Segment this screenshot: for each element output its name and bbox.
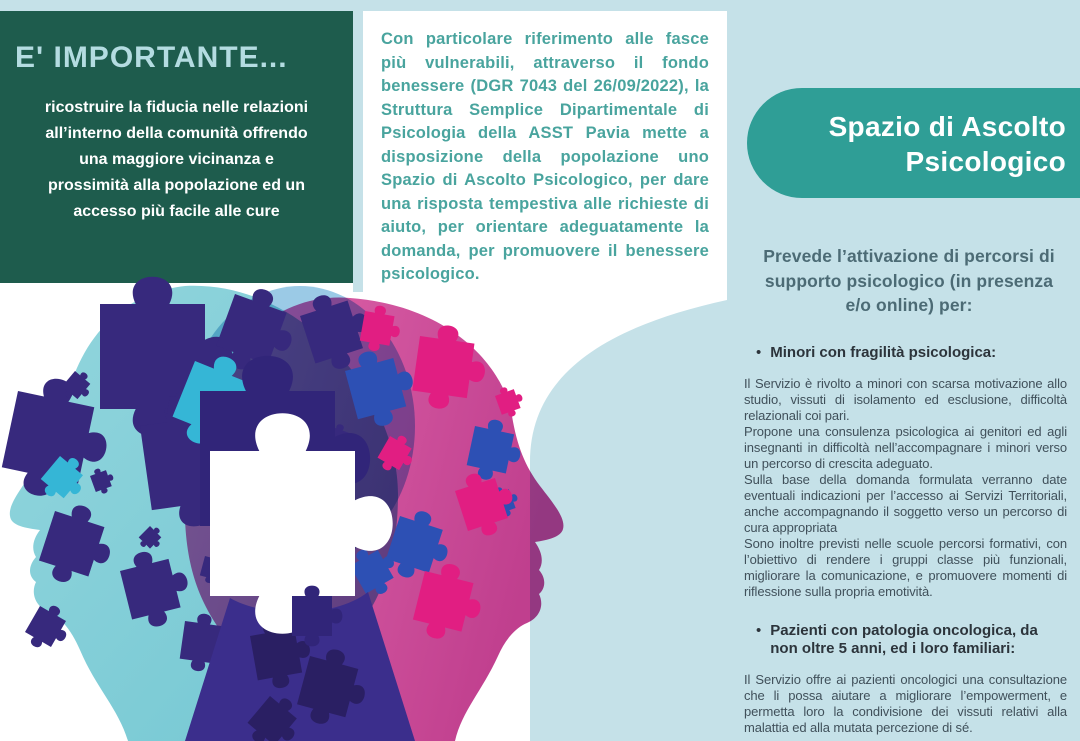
bullet-dot-icon: • bbox=[756, 344, 762, 361]
service-title-line1: Spazio di Ascolto bbox=[828, 111, 1066, 142]
service-title-line2: Psicologico bbox=[905, 146, 1066, 177]
important-box bbox=[0, 11, 353, 283]
service-sections bbox=[744, 344, 1067, 736]
important-body-line: ricostruire la fiducia nelle relazioni bbox=[44, 99, 309, 116]
important-body-line: prossimità alla popolazione ed un bbox=[48, 177, 305, 194]
important-title: E' IMPORTANTE... bbox=[15, 41, 288, 74]
section-minori-heading-row bbox=[756, 344, 1067, 362]
section-minori-heading: Minori con fragilità psicologica: bbox=[770, 344, 997, 361]
section-minori-paragraph: Il Servizio è rivolto a minori con scarsa motivazione allo studio, vissuti di isolamento ed esclusione, difficoltà relazionali coi pari. bbox=[744, 376, 1067, 423]
section-oncologia-heading: Pazienti con patologia oncologica, da non oltre 5 anni, ed i loro familiari: bbox=[770, 622, 1038, 657]
service-subtitle: Prevede l’attivazione di percorsi di supporto psicologico (in presenza e/o online) per: bbox=[763, 246, 1055, 315]
bullet-dot-icon: • bbox=[756, 622, 762, 639]
intro-text: Con particolare riferimento alle fasce più vulnerabili, attraverso il fondo benessere (DGR 7043 del 26/09/2022), la Struttura Semplice Dipartimentale di Psicologia della ASST Pavia mette a disposizione della popolazione uno Spazio di Ascolto Psicologico, per dare una risposta tempestiva alle richieste di aiuto, per orientare adeguatamente la domanda, per promuovere il benessere psicologico. bbox=[381, 30, 709, 283]
section-minori-paragraph: Propone una consulenza psicologica ai genitori ed agli insegnanti in difficoltà nell’accompagnare i minori verso un percorso di crescita adeguato. bbox=[744, 424, 1067, 471]
important-body-line: accesso più facile alle cure bbox=[73, 203, 280, 220]
section-minori-paragraph: Sono inoltre previsti nelle scuole percorsi formativi, con l’obiettivo di rendere i gruppi classe più funzionali, migliorare la comunicazione, e promuovere momenti di riflessione sulla propria emotività. bbox=[744, 536, 1067, 599]
section-oncologia-paragraph: Il Servizio offre ai pazienti oncologici una consultazione che li possa aiutare a migliorare l’empowerment, e permetta loro la condivisione dei vissuti relativi alla malattia ed alla mutata percezione di sé. bbox=[744, 672, 1067, 735]
service-title-pill bbox=[747, 88, 1080, 198]
important-body-line: all’interno della comunità offrendo bbox=[45, 125, 308, 142]
important-body bbox=[16, 95, 337, 225]
intro-box bbox=[363, 11, 727, 292]
important-body-line: una maggiore vicinanza e bbox=[79, 151, 274, 168]
two-heads-puzzle-illustration bbox=[0, 276, 565, 741]
section-oncologia-heading-row bbox=[756, 622, 1067, 658]
section-minori-paragraph: Sulla base della domanda formulata verranno date eventuali indicazioni per l’accesso ai Servizi Territoriali, anche accompagnando il soggetto verso un percorso di cura appropriata bbox=[744, 472, 1067, 535]
